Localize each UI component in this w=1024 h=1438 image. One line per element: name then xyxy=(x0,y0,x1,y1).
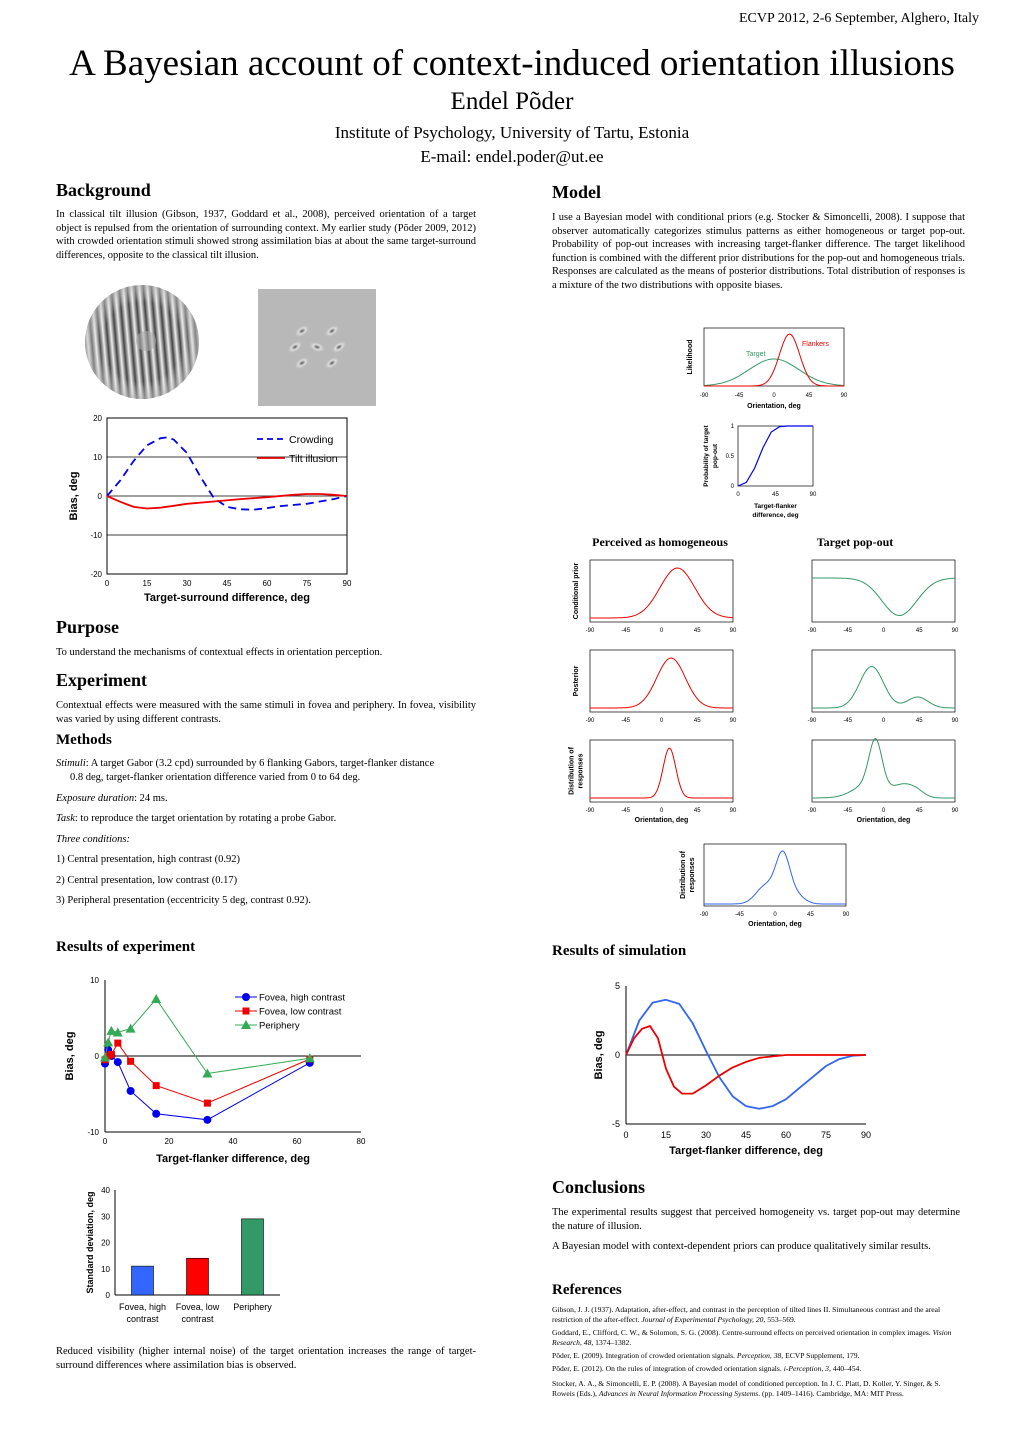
stimuli-text: : A target Gabor (3.2 cpd) surrounded by 6 flanking Gabors, target-flanker distance xyxy=(85,758,435,769)
y-tick-label: 20 xyxy=(101,1238,110,1248)
series-label: Target xyxy=(746,351,766,358)
x-tick-label: 45 xyxy=(915,808,923,814)
legend-label: Tilt illusion xyxy=(289,453,338,465)
x-tick-label: 45 xyxy=(915,718,923,724)
x-tick-label: -90 xyxy=(585,628,595,634)
task-label: Task xyxy=(56,813,75,824)
distribution-curve xyxy=(812,739,955,799)
y-axis-label: Bias, deg xyxy=(68,471,80,521)
x-tick-label: -45 xyxy=(843,628,853,634)
x-tick-label: -90 xyxy=(699,393,709,399)
reference-journal: Vision Research, 48 xyxy=(552,1328,952,1347)
x-tick-label: 0 xyxy=(772,393,776,399)
x-axis-label: Orientation, deg xyxy=(748,921,802,928)
distribution-curve xyxy=(590,568,733,618)
reference-pages: . (pp. 1409–1416). Cambridge, MA: MIT Press. xyxy=(758,1389,904,1398)
x-tick-label: 90 xyxy=(860,1130,872,1140)
references-heading: References xyxy=(552,1282,622,1298)
data-point xyxy=(153,1082,160,1089)
data-point xyxy=(114,1040,121,1047)
legend-label: Fovea, high contrast xyxy=(259,992,346,1004)
x-tick-label: 45 xyxy=(693,628,701,634)
y-tick-label: 1 xyxy=(730,424,734,430)
category-label: contrast xyxy=(126,1314,159,1324)
y-axis-label: Standard deviation, deg xyxy=(85,1191,95,1294)
row-label: responses xyxy=(577,753,585,789)
x-tick-label: 20 xyxy=(164,1137,174,1146)
x-tick-label: -90 xyxy=(807,808,817,814)
legend-label: Periphery xyxy=(259,1020,300,1032)
experiment-heading: Experiment xyxy=(56,670,147,690)
plot-frame xyxy=(704,844,846,906)
results-experiment-caption: Reduced visibility (higher internal noise) of the target orientation increases the range of target-surround differences where assimilation bias is observed. xyxy=(56,1346,476,1371)
x-axis-label: Target-flanker xyxy=(754,503,797,510)
category-label: contrast xyxy=(181,1314,214,1324)
distribution-curve xyxy=(590,748,733,798)
y-axis-label: Likelihood xyxy=(687,339,694,375)
x-tick-label: -45 xyxy=(843,718,853,724)
x-tick-label: -90 xyxy=(807,718,817,724)
y-tick-label: 30 xyxy=(101,1212,110,1222)
x-tick-label: 80 xyxy=(356,1137,366,1146)
x-tick-label: 90 xyxy=(729,808,737,814)
x-tick-label: 0 xyxy=(623,1130,629,1140)
sd-bar-chart xyxy=(80,1182,295,1332)
simulation-curve xyxy=(626,1026,866,1094)
y-tick-label: 5 xyxy=(614,981,620,991)
x-tick-label: -45 xyxy=(621,628,631,634)
legend-marker xyxy=(243,1008,250,1015)
y-axis-label: responses xyxy=(689,857,696,893)
series-line-crowding xyxy=(107,438,347,510)
x-tick-label: 0 xyxy=(659,718,664,724)
x-axis-label: difference, deg xyxy=(752,512,799,519)
x-tick-label: 30 xyxy=(182,579,192,588)
conclusions-p2: A Bayesian model with context-dependent priors can produce qualitatively similar results. xyxy=(552,1241,931,1252)
x-tick-label: -45 xyxy=(734,393,744,399)
x-tick-label: -90 xyxy=(807,628,817,634)
x-tick-label: 90 xyxy=(809,492,817,498)
poster-title: A Bayesian account of context-induced orientation illusions xyxy=(69,43,955,84)
y-axis-label: Probability of target xyxy=(703,425,710,487)
y-tick-label: 0.5 xyxy=(725,454,734,460)
x-tick-label: 0 xyxy=(881,808,886,814)
methods-heading: Methods xyxy=(56,732,112,748)
x-tick-label: 45 xyxy=(693,718,701,724)
x-tick-label: 45 xyxy=(740,1130,752,1140)
y-axis-label: Bias, deg xyxy=(593,1030,605,1080)
y-tick-label: 40 xyxy=(101,1186,110,1195)
conclusions-heading: Conclusions xyxy=(552,1177,646,1197)
x-tick-label: 15 xyxy=(660,1130,672,1140)
panel-frame xyxy=(590,740,733,802)
col-homogeneous-label: Perceived as homogeneous xyxy=(592,535,728,549)
x-tick-label: -45 xyxy=(621,718,631,724)
y-tick-label: 0 xyxy=(97,492,102,501)
x-tick-label: 15 xyxy=(142,579,152,588)
x-tick-label: 0 xyxy=(881,628,886,634)
x-axis-label: Target-flanker difference, deg xyxy=(156,1153,310,1165)
x-tick-label: 60 xyxy=(780,1130,792,1140)
panel-frame xyxy=(590,650,733,712)
reference-text: Põder, E. (2009). Integration of crowded orientation signals. xyxy=(552,1351,737,1360)
crowding-stimulus-image xyxy=(258,289,376,406)
data-point xyxy=(151,994,161,1003)
y-tick-label: 10 xyxy=(93,453,102,462)
y-tick-label: 10 xyxy=(101,1264,110,1274)
results-experiment-chart xyxy=(55,970,375,1175)
x-tick-label: -90 xyxy=(699,912,709,918)
y-tick-label: -10 xyxy=(90,531,102,540)
reference-pages: , 1374–1382. xyxy=(591,1338,632,1347)
reference-journal: Journal of Experimental Psychology, 20 xyxy=(641,1315,764,1324)
category-label: Fovea, low xyxy=(175,1302,220,1312)
x-tick-label: 90 xyxy=(951,628,959,634)
task-text: : to reproduce the target orientation by rotating a probe Gabor. xyxy=(74,813,337,824)
reference-item xyxy=(552,1305,957,1325)
x-axis-label: Target-flanker difference, deg xyxy=(669,1145,823,1157)
y-axis-label: pop-out xyxy=(712,443,719,469)
model-heading: Model xyxy=(552,182,601,202)
x-tick-label: 45 xyxy=(805,393,813,399)
y-tick-label: 0 xyxy=(614,1050,620,1060)
x-tick-label: 0 xyxy=(659,628,664,634)
bar xyxy=(242,1219,264,1295)
series-line xyxy=(105,1050,310,1120)
y-tick-label: -10 xyxy=(87,1128,99,1137)
x-tick-label: 0 xyxy=(104,579,110,588)
conditions-label: Three conditions: xyxy=(56,834,130,845)
conclusions-p1: The experimental results suggest that perceived homogeneity vs. target pop-out may determine the nature of illusion. xyxy=(552,1207,960,1232)
x-tick-label: 90 xyxy=(951,718,959,724)
y-tick-label: 0 xyxy=(105,1291,110,1300)
panel-frame xyxy=(812,650,955,712)
x-axis-label: Orientation, deg xyxy=(747,403,801,410)
y-tick-label: 20 xyxy=(93,414,102,423)
x-tick-label: 45 xyxy=(693,808,701,814)
x-axis-label: Orientation, deg xyxy=(856,817,911,824)
reference-text: Gibson, J. J. (1937). Adaptation, after-effect, and contrast in the perception of tilted lines II. Simultaneous contrast and the areal restriction of the after-effect. xyxy=(552,1305,941,1324)
methods-stimuli xyxy=(56,757,481,784)
popout-probability-chart xyxy=(696,416,826,526)
x-tick-label: 0 xyxy=(881,718,886,724)
reference-item xyxy=(552,1364,957,1374)
legend-label: Fovea, low contrast xyxy=(259,1006,342,1018)
x-tick-label: -45 xyxy=(843,808,853,814)
email: E-mail: endel.poder@ut.ee xyxy=(420,147,604,166)
panel-frame xyxy=(812,560,955,622)
results-simulation-chart xyxy=(586,978,886,1168)
panel-frame xyxy=(590,560,733,622)
reference-item xyxy=(552,1328,957,1348)
x-tick-label: 45 xyxy=(807,912,814,918)
legend-label: Crowding xyxy=(289,434,334,446)
likelihood-chart xyxy=(680,326,860,412)
y-axis-label: Bias, deg xyxy=(64,1031,76,1081)
data-point xyxy=(204,1100,211,1107)
x-tick-label: 90 xyxy=(342,579,352,588)
results-experiment-heading: Results of experiment xyxy=(56,939,196,955)
distribution-curve xyxy=(590,658,733,708)
row-label: Posterior xyxy=(573,665,580,697)
x-axis-label: Target-surround difference, deg xyxy=(143,592,311,604)
tilt-stimulus-image xyxy=(80,285,205,400)
x-tick-label: 90 xyxy=(729,718,737,724)
bar xyxy=(187,1258,209,1295)
distribution-curve xyxy=(812,578,955,616)
mixture-distribution-chart xyxy=(676,840,856,932)
x-tick-label: 90 xyxy=(951,808,959,814)
experiment-text: Contextual effects were measured with the same stimuli in fovea and periphery. In fovea, visibility was varied by using different contrasts. xyxy=(56,700,476,725)
exposure-text: : 24 ms. xyxy=(134,793,168,804)
condition-3: 3) Peripheral presentation (eccentricity 5 deg, contrast 0.92). xyxy=(56,895,311,906)
y-tick-label: 10 xyxy=(90,976,99,985)
reference-pages: , 440–454. xyxy=(828,1364,862,1373)
x-tick-label: 75 xyxy=(302,579,312,588)
row-label: Distribution of xyxy=(568,747,576,795)
condition-2: 2) Central presentation, low contrast (0.17) xyxy=(56,875,238,886)
panel-frame xyxy=(812,740,955,802)
results-simulation-heading: Results of simulation xyxy=(552,943,687,959)
purpose-text: To understand the mechanisms of contextual effects in orientation perception. xyxy=(56,647,383,658)
reference-pages: , ECVP Supplement, 179. xyxy=(781,1351,860,1360)
x-tick-label: -90 xyxy=(585,718,595,724)
reference-journal: Perception, 38 xyxy=(736,1351,782,1360)
category-label: Periphery xyxy=(233,1302,272,1312)
conference-line: ECVP 2012, 2-6 September, Alghero, Italy xyxy=(739,11,979,26)
data-point xyxy=(152,1110,160,1118)
reference-text: Põder, E. (2012). On the rules of integration of crowded orientation signals. xyxy=(552,1364,784,1373)
author-name: Endel Põder xyxy=(450,88,574,115)
condition-1: 1) Central presentation, high contrast (0.92) xyxy=(56,854,240,865)
row-label: Conditional prior xyxy=(573,562,580,620)
likelihood-curve xyxy=(704,359,844,386)
mixture-curve xyxy=(704,851,846,904)
tilt-crowding-chart xyxy=(55,408,370,613)
y-axis-label: Distribution of xyxy=(680,851,687,899)
reference-item xyxy=(552,1351,957,1361)
x-tick-label: 0 xyxy=(773,912,777,918)
reference-pages: , 553–569. xyxy=(763,1315,796,1324)
x-tick-label: -45 xyxy=(735,912,744,918)
methods-exposure xyxy=(56,792,168,806)
x-tick-label: 0 xyxy=(102,1137,108,1146)
y-tick-label: -5 xyxy=(611,1119,620,1129)
background-text: In classical tilt illusion (Gibson, 1937, Goddard et al., 2008), perceived orientation of a target object is repulsed from the orientation of surrounding context. My earlier study (Põder 2009, 2012) with crowded orientation stimuli showed strong assimilation bias at about the same target-surround differences, opposite to the classical tilt illusion. xyxy=(56,209,476,261)
data-point xyxy=(108,1051,115,1058)
x-tick-label: 75 xyxy=(820,1130,832,1140)
y-tick-label: 0 xyxy=(730,484,734,490)
reference-journal: i-Perception, 3 xyxy=(783,1364,829,1373)
x-tick-label: 45 xyxy=(772,492,779,498)
purpose-heading: Purpose xyxy=(56,617,119,637)
x-tick-label: -90 xyxy=(585,808,595,814)
plot-frame xyxy=(704,328,844,386)
y-tick-label: 0 xyxy=(94,1052,99,1061)
distribution-curve xyxy=(812,667,955,709)
probability-curve xyxy=(738,426,813,486)
model-text: I use a Bayesian model with conditional priors (e.g. Stocker & Simoncelli, 2008). I suppose that observer automatically categorizes stimulus patterns as either homogeneous or target pop-out. Probability of pop-out increases with increasing target-flanker difference. The target likelihood function is combined with the different prior distributions for the pop-out and homogeneous trials. Responses are calculated as the means of posterior distributions. Total distribution of responses is a mixture of the two distributions with opposite biases. xyxy=(552,212,965,291)
bar xyxy=(132,1266,154,1295)
x-tick-label: 90 xyxy=(729,628,737,634)
y-tick-label: -20 xyxy=(90,570,102,579)
stimuli-label: Stimuli xyxy=(56,758,86,769)
x-axis-label: Orientation, deg xyxy=(634,817,689,824)
x-tick-label: 90 xyxy=(840,393,848,399)
reference-text: Stocker, A. A., & Simoncelli, E. P. (2008). A Bayesian model of conditioned perception. In J. C. Platt, D. Koller, Y. Singer, & S. Roweis (Eds.), xyxy=(552,1379,941,1398)
legend-marker xyxy=(242,993,250,1001)
x-tick-label: -45 xyxy=(621,808,631,814)
prior-posterior-grid xyxy=(560,552,970,832)
data-point xyxy=(127,1087,135,1095)
institution: Institute of Psychology, University of Tartu, Estonia xyxy=(334,123,690,142)
x-tick-label: 0 xyxy=(659,808,664,814)
series-label: Flankers xyxy=(802,341,829,348)
reference-item xyxy=(552,1379,957,1399)
methods-task xyxy=(56,812,336,826)
x-tick-label: 90 xyxy=(842,912,850,918)
x-tick-label: 0 xyxy=(736,492,740,498)
category-label: Fovea, high xyxy=(118,1302,167,1312)
data-point xyxy=(114,1058,122,1066)
reference-journal: Advances in Neural Information Processing Systems xyxy=(598,1389,759,1398)
x-tick-label: 45 xyxy=(222,579,232,588)
x-tick-label: 60 xyxy=(292,1137,302,1146)
stimuli-text-2: 0.8 deg, target-flanker orientation difference varied from 0 to 64 deg. xyxy=(70,771,361,783)
data-point xyxy=(203,1116,211,1124)
background-heading: Background xyxy=(56,180,151,200)
col-popout-label: Target pop-out xyxy=(816,535,894,549)
x-tick-label: 60 xyxy=(262,579,272,588)
x-tick-label: 30 xyxy=(700,1130,712,1140)
x-tick-label: 45 xyxy=(915,628,923,634)
exposure-label: Exposure duration xyxy=(56,793,135,804)
reference-text: Goddard, E., Clifford, C. W., & Solomon, S. G. (2008). Centre-surround effects on perceived orientation in complex images. xyxy=(552,1328,933,1337)
x-tick-label: 40 xyxy=(228,1137,238,1146)
data-point xyxy=(127,1058,134,1065)
